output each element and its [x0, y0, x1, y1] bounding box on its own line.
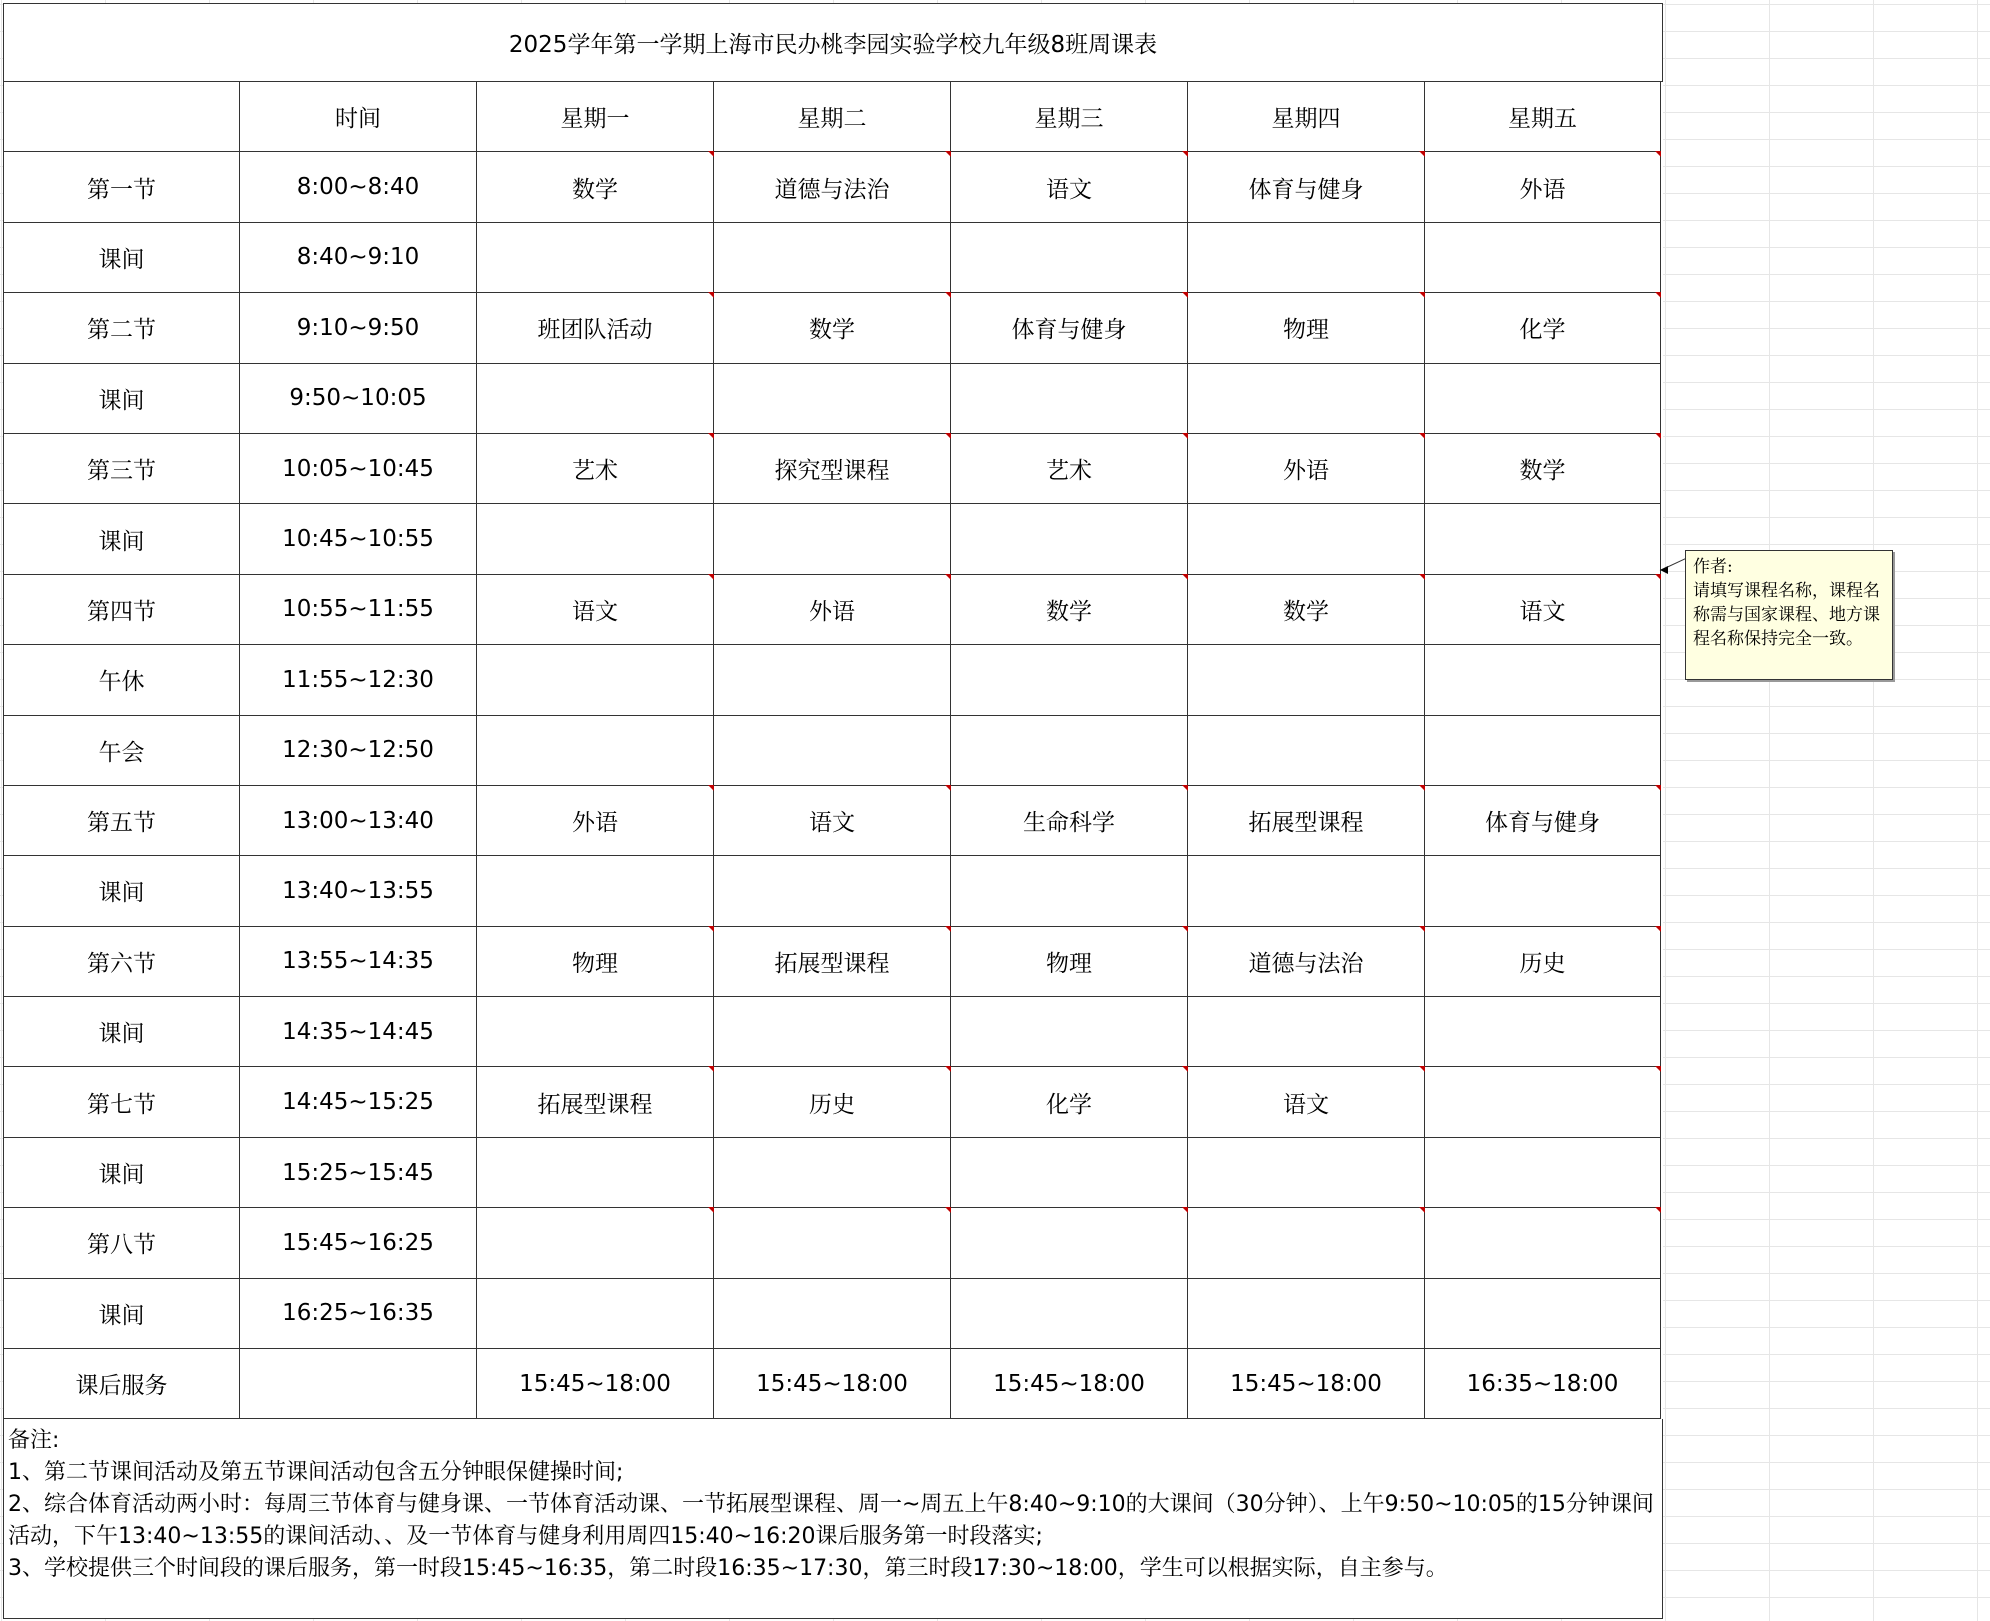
table-row: [4, 293, 1663, 363]
table-row: [4, 645, 1663, 715]
course-cell[interactable]: [951, 1279, 1188, 1349]
period-name-cell[interactable]: 课间: [4, 504, 240, 574]
course-cell[interactable]: 拓展型课程: [477, 1067, 714, 1137]
course-cell[interactable]: [1188, 997, 1425, 1067]
course-cell[interactable]: 化学: [951, 1067, 1188, 1137]
course-cell[interactable]: 探究型课程: [714, 434, 951, 504]
course-cell[interactable]: [1425, 1067, 1661, 1137]
time-cell[interactable]: 9:50~10:05: [240, 364, 477, 434]
course-cell[interactable]: [714, 856, 951, 926]
course-cell[interactable]: 外语: [1425, 152, 1661, 222]
course-cell[interactable]: [1188, 364, 1425, 434]
course-cell[interactable]: 语文: [1425, 575, 1661, 645]
header-cell[interactable]: 时间: [240, 82, 477, 152]
time-cell[interactable]: 15:25~15:45: [240, 1138, 477, 1208]
course-cell[interactable]: [477, 1208, 714, 1278]
course-cell[interactable]: 数学: [1425, 434, 1661, 504]
table-row: [4, 716, 1663, 786]
course-cell[interactable]: [1188, 1138, 1425, 1208]
course-cell[interactable]: [714, 223, 951, 293]
course-cell[interactable]: [1425, 1208, 1661, 1278]
course-cell[interactable]: 物理: [1188, 293, 1425, 363]
time-cell[interactable]: 10:05~10:45: [240, 434, 477, 504]
course-cell[interactable]: 外语: [714, 575, 951, 645]
period-name-cell[interactable]: 第七节: [4, 1067, 240, 1137]
header-cell[interactable]: 星期五: [1425, 82, 1661, 152]
page-title[interactable]: 2025学年第一学期上海市民办桃李园实验学校九年级8班周课表: [4, 4, 1663, 82]
course-cell[interactable]: [1188, 716, 1425, 786]
course-cell[interactable]: [1188, 645, 1425, 715]
course-cell[interactable]: [714, 1208, 951, 1278]
course-cell[interactable]: [1425, 1279, 1661, 1349]
course-cell[interactable]: [1425, 364, 1661, 434]
course-cell[interactable]: [1425, 223, 1661, 293]
course-cell[interactable]: [1188, 856, 1425, 926]
course-cell[interactable]: 15:45~18:00: [477, 1349, 714, 1419]
course-cell[interactable]: [477, 997, 714, 1067]
table-row: [4, 1349, 1663, 1419]
course-cell[interactable]: 15:45~18:00: [1188, 1349, 1425, 1419]
table-row: [4, 856, 1663, 926]
cell-comment[interactable]: [1685, 550, 1893, 680]
course-cell[interactable]: 艺术: [477, 434, 714, 504]
time-cell[interactable]: 15:45~16:25: [240, 1208, 477, 1278]
time-cell[interactable]: 8:40~9:10: [240, 223, 477, 293]
table-row: [4, 434, 1663, 504]
period-name-cell[interactable]: 第一节: [4, 152, 240, 222]
table-row: [4, 152, 1663, 222]
course-cell[interactable]: 体育与健身: [1425, 786, 1661, 856]
table-row: [4, 223, 1663, 293]
course-cell[interactable]: 物理: [477, 927, 714, 997]
course-cell[interactable]: [951, 645, 1188, 715]
period-name-cell[interactable]: 第八节: [4, 1208, 240, 1278]
table-row: [4, 786, 1663, 856]
table-row: [4, 997, 1663, 1067]
course-cell[interactable]: [714, 1138, 951, 1208]
comment-pointer: [1660, 570, 1686, 572]
time-cell[interactable]: 13:40~13:55: [240, 856, 477, 926]
header-row: [4, 82, 1663, 152]
course-cell[interactable]: [951, 504, 1188, 574]
timetable-body: [4, 152, 1663, 1419]
course-cell[interactable]: [1425, 856, 1661, 926]
course-cell[interactable]: [477, 856, 714, 926]
course-cell[interactable]: 艺术: [951, 434, 1188, 504]
course-cell[interactable]: 数学: [1188, 575, 1425, 645]
course-cell[interactable]: [1188, 223, 1425, 293]
course-cell[interactable]: [477, 364, 714, 434]
note-line: 3、学校提供三个时间段的课后服务，第一时段15:45~16:35，第二时段16:35~17:30，第三时段17:30~18:00，学生可以根据实际，自主参与。: [8, 1556, 1448, 1582]
period-name-cell[interactable]: 午休: [4, 645, 240, 715]
period-name-cell[interactable]: 第六节: [4, 927, 240, 997]
course-cell[interactable]: [1188, 1279, 1425, 1349]
period-name-cell[interactable]: 课后服务: [4, 1349, 240, 1419]
course-cell[interactable]: [1425, 716, 1661, 786]
period-name-cell[interactable]: 课间: [4, 223, 240, 293]
table-row: [4, 364, 1663, 434]
course-cell[interactable]: [951, 856, 1188, 926]
comment-author: 作者:: [1693, 557, 1733, 577]
course-cell[interactable]: 化学: [1425, 293, 1661, 363]
table-row: [4, 575, 1663, 645]
course-cell[interactable]: [951, 223, 1188, 293]
course-cell[interactable]: [714, 364, 951, 434]
course-cell[interactable]: [1425, 1138, 1661, 1208]
time-cell[interactable]: 9:10~9:50: [240, 293, 477, 363]
course-cell[interactable]: [477, 645, 714, 715]
course-cell[interactable]: 生命科学: [951, 786, 1188, 856]
time-cell[interactable]: [240, 1349, 477, 1419]
course-cell[interactable]: 外语: [1188, 434, 1425, 504]
course-cell[interactable]: 15:45~18:00: [714, 1349, 951, 1419]
course-cell[interactable]: [714, 645, 951, 715]
course-cell[interactable]: [477, 504, 714, 574]
table-row: [4, 1279, 1663, 1349]
course-cell[interactable]: 班团队活动: [477, 293, 714, 363]
time-cell[interactable]: 8:00~8:40: [240, 152, 477, 222]
course-cell[interactable]: [714, 716, 951, 786]
course-cell[interactable]: [714, 504, 951, 574]
note-line: 备注:: [8, 1428, 60, 1454]
course-cell[interactable]: 语文: [477, 575, 714, 645]
notes-cell[interactable]: [4, 1419, 1663, 1619]
time-cell[interactable]: 10:45~10:55: [240, 504, 477, 574]
course-cell[interactable]: 语文: [714, 786, 951, 856]
time-cell[interactable]: 13:55~14:35: [240, 927, 477, 997]
time-cell[interactable]: 11:55~12:30: [240, 645, 477, 715]
course-cell[interactable]: 物理: [951, 927, 1188, 997]
course-cell[interactable]: 语文: [1188, 1067, 1425, 1137]
timetable-sheet: [3, 3, 1663, 1619]
course-cell[interactable]: 历史: [1425, 927, 1661, 997]
table-row: [4, 1067, 1663, 1137]
course-cell[interactable]: 体育与健身: [1188, 152, 1425, 222]
time-cell[interactable]: 10:55~11:55: [240, 575, 477, 645]
period-name-cell[interactable]: 第四节: [4, 575, 240, 645]
period-name-cell[interactable]: 第二节: [4, 293, 240, 363]
course-cell[interactable]: [951, 997, 1188, 1067]
note-line: 2、综合体育活动两小时：每周三节体育与健身课、一节体育活动课、一节拓展型课程、周一~周五上午8:40~9:10的大课间（30分钟）、上午9:50~10:05的15分钟课间活动，下午13:40~13:55的课间活动、、及一节体育与健身利用周四15:40~16:20课后服务第一时段落实;: [8, 1492, 1654, 1550]
table-row: [4, 927, 1663, 997]
course-cell[interactable]: [1425, 645, 1661, 715]
time-cell[interactable]: 13:00~13:40: [240, 786, 477, 856]
course-cell[interactable]: 道德与法治: [714, 152, 951, 222]
table-row: [4, 1138, 1663, 1208]
table-row: [4, 504, 1663, 574]
period-name-cell[interactable]: 课间: [4, 1138, 240, 1208]
course-cell[interactable]: [477, 223, 714, 293]
time-cell[interactable]: 12:30~12:50: [240, 716, 477, 786]
header-corner-cell[interactable]: [4, 82, 240, 152]
course-cell[interactable]: 数学: [714, 293, 951, 363]
course-cell[interactable]: [714, 1279, 951, 1349]
period-name-cell[interactable]: 课间: [4, 364, 240, 434]
time-cell[interactable]: 14:45~15:25: [240, 1067, 477, 1137]
course-cell[interactable]: 15:45~18:00: [951, 1349, 1188, 1419]
time-cell[interactable]: 14:35~14:45: [240, 997, 477, 1067]
course-cell[interactable]: [477, 1138, 714, 1208]
course-cell[interactable]: [1425, 997, 1661, 1067]
header-cell[interactable]: 星期一: [477, 82, 714, 152]
course-cell[interactable]: [1188, 504, 1425, 574]
course-cell[interactable]: 道德与法治: [1188, 927, 1425, 997]
comment-text: 请填写课程名称，课程名称需与国家课程、地方课程名称保持完全一致。: [1693, 581, 1880, 649]
course-cell[interactable]: 数学: [951, 575, 1188, 645]
course-cell[interactable]: [477, 1279, 714, 1349]
time-cell[interactable]: 16:25~16:35: [240, 1279, 477, 1349]
note-line: 1、第二节课间活动及第五节课间活动包含五分钟眼保健操时间;: [8, 1460, 624, 1486]
course-cell[interactable]: [951, 364, 1188, 434]
course-cell[interactable]: 16:35~18:00: [1425, 1349, 1661, 1419]
period-name-cell[interactable]: 第三节: [4, 434, 240, 504]
course-cell[interactable]: [477, 716, 714, 786]
header-cell[interactable]: 星期三: [951, 82, 1188, 152]
period-name-cell[interactable]: 第五节: [4, 786, 240, 856]
course-cell[interactable]: 历史: [714, 1067, 951, 1137]
course-cell[interactable]: 语文: [951, 152, 1188, 222]
course-cell[interactable]: 拓展型课程: [1188, 786, 1425, 856]
period-name-cell[interactable]: 课间: [4, 997, 240, 1067]
table-row: [4, 1208, 1663, 1278]
course-cell[interactable]: 数学: [477, 152, 714, 222]
course-cell[interactable]: 外语: [477, 786, 714, 856]
header-cell[interactable]: 星期四: [1188, 82, 1425, 152]
course-cell[interactable]: [714, 997, 951, 1067]
period-name-cell[interactable]: 课间: [4, 856, 240, 926]
course-cell[interactable]: 拓展型课程: [714, 927, 951, 997]
period-name-cell[interactable]: 午会: [4, 716, 240, 786]
course-cell[interactable]: [1188, 1208, 1425, 1278]
course-cell[interactable]: [1425, 504, 1661, 574]
course-cell[interactable]: [951, 716, 1188, 786]
header-cell[interactable]: 星期二: [714, 82, 951, 152]
course-cell[interactable]: [951, 1138, 1188, 1208]
course-cell[interactable]: 体育与健身: [951, 293, 1188, 363]
period-name-cell[interactable]: 课间: [4, 1279, 240, 1349]
course-cell[interactable]: [951, 1208, 1188, 1278]
